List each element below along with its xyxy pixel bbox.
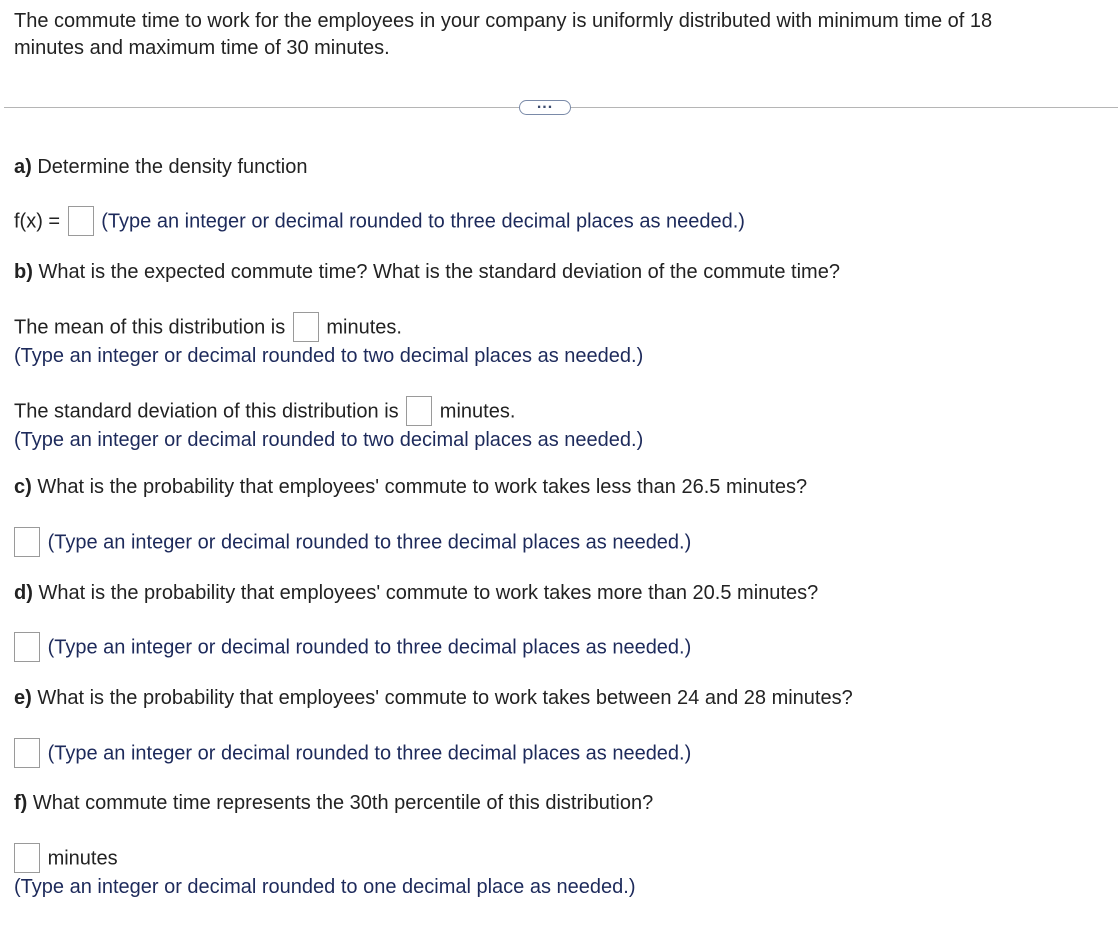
question-f-text: What commute time represents the 30th percentile of this distribution? xyxy=(27,792,654,814)
answer-c-row xyxy=(14,528,691,558)
mean-unit: minutes. xyxy=(326,316,402,339)
answer-e-input[interactable] xyxy=(14,738,40,768)
question-c xyxy=(14,475,807,499)
sd-hint: (Type an integer or decimal rounded to two decimal places as needed.) xyxy=(14,429,644,451)
answer-a-row xyxy=(14,207,745,237)
answer-e-hint: (Type an integer or decimal rounded to three decimal places as needed.) xyxy=(47,742,692,765)
answer-a-hint: (Type an integer or decimal rounded to three decimal places as needed.) xyxy=(101,210,745,233)
question-a-label: a) xyxy=(14,156,32,178)
question-d-label: d) xyxy=(14,582,33,604)
mean-input[interactable] xyxy=(293,312,319,342)
question-f xyxy=(14,791,653,815)
problem-statement-line-1: The commute time to work for the employees in your company is uniformly distributed with minimum time of 18 xyxy=(14,10,993,32)
sd-input[interactable] xyxy=(406,396,432,426)
answer-c-input[interactable] xyxy=(14,527,40,557)
question-a-text: Determine the density function xyxy=(31,156,308,178)
question-e xyxy=(14,686,853,710)
question-c-text: What is the probability that employees' commute to work takes less than 26.5 minutes? xyxy=(31,476,808,498)
question-a xyxy=(14,155,308,179)
question-b-text: What is the expected commute time? What is the standard deviation of the commute time? xyxy=(32,261,840,283)
question-e-text: What is the probability that employees' commute to work takes between 24 and 28 minutes? xyxy=(31,687,853,709)
answer-d-hint: (Type an integer or decimal rounded to three decimal places as needed.) xyxy=(47,636,692,659)
density-input[interactable] xyxy=(68,206,94,236)
sd-label: The standard deviation of this distribution is xyxy=(14,400,399,423)
answer-d-input[interactable] xyxy=(14,632,40,662)
question-b-label: b) xyxy=(14,261,33,283)
problem-statement xyxy=(14,8,1104,62)
answer-e-row xyxy=(14,739,691,769)
mean-label: The mean of this distribution is xyxy=(14,316,286,339)
answer-f-hint: (Type an integer or decimal rounded to one decimal place as needed.) xyxy=(14,876,636,898)
question-f-label: f) xyxy=(14,792,28,814)
sd-unit: minutes. xyxy=(439,400,516,423)
question-e-label: e) xyxy=(14,687,32,709)
more-dots-icon: ... xyxy=(536,95,554,112)
question-b xyxy=(14,260,840,284)
answer-d-row xyxy=(14,633,691,663)
fx-label: f(x) = xyxy=(14,210,61,233)
percentile-input[interactable] xyxy=(14,843,40,873)
question-c-label: c) xyxy=(14,476,32,498)
problem-statement-line-2: minutes and maximum time of 30 minutes. xyxy=(14,37,390,59)
expand-button[interactable] xyxy=(519,95,571,115)
mean-hint: (Type an integer or decimal rounded to two decimal places as needed.) xyxy=(14,345,644,367)
percentile-unit: minutes xyxy=(47,847,118,870)
answer-f-row xyxy=(14,844,118,874)
mean-row xyxy=(14,313,402,343)
question-d-text: What is the probability that employees' commute to work takes more than 20.5 minutes? xyxy=(32,582,819,604)
question-d xyxy=(14,581,818,605)
answer-c-hint: (Type an integer or decimal rounded to three decimal places as needed.) xyxy=(47,531,692,554)
sd-row xyxy=(14,397,515,427)
